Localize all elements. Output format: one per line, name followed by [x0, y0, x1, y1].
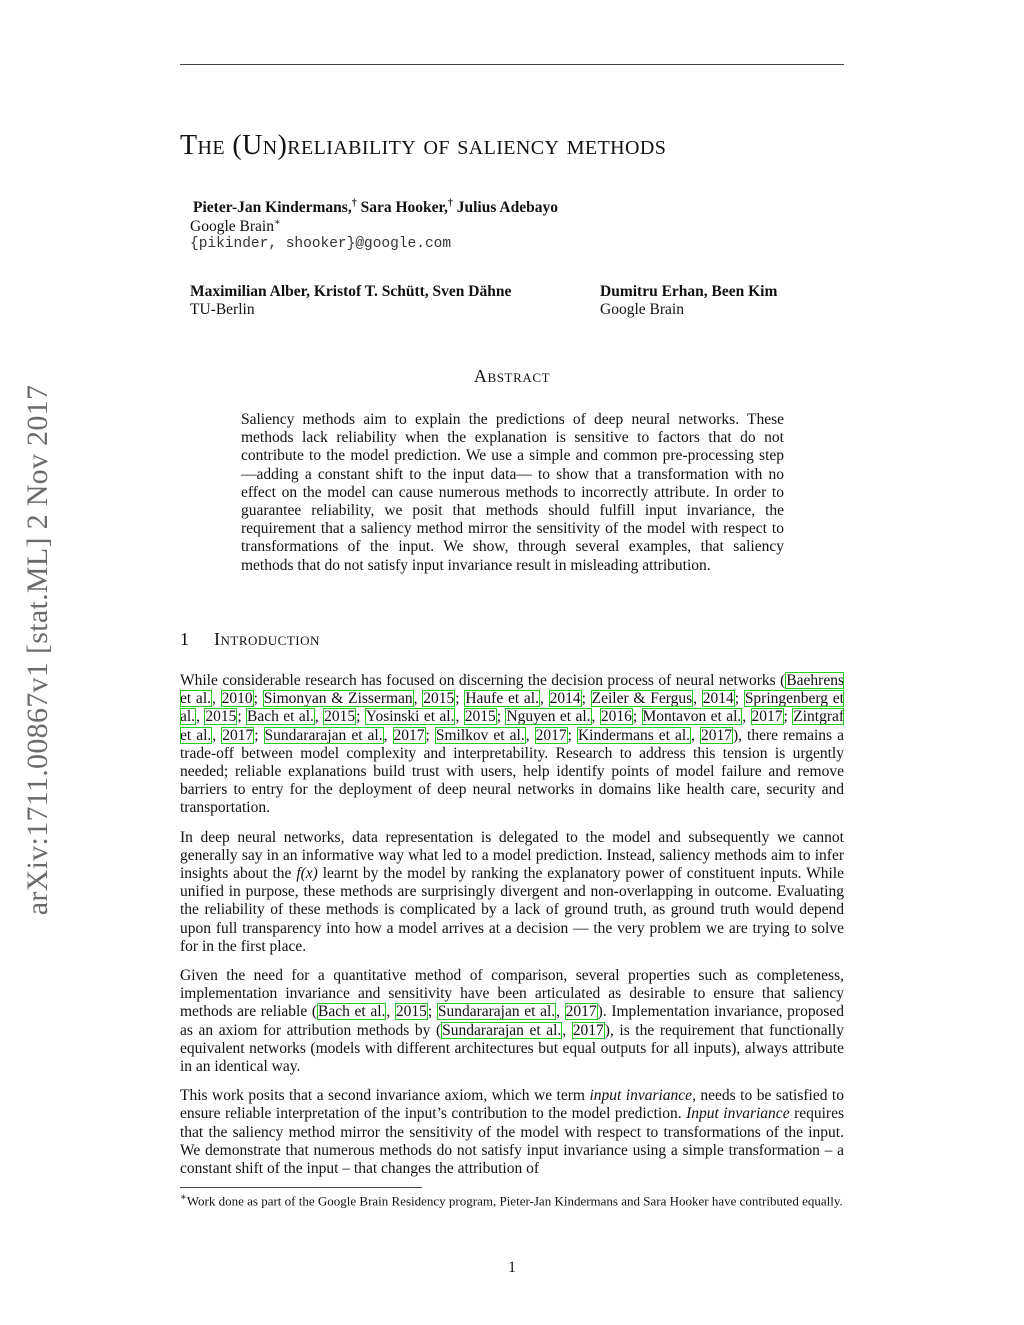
author-line-1	[193, 198, 558, 217]
section-heading	[180, 629, 320, 650]
citation-link[interactable]: 2017	[393, 726, 425, 744]
citation-link[interactable]: Nguyen et al.	[506, 708, 591, 726]
p4-b: , needs to be satisfied to ensure reliable interpretation of the input’s contribution to the model prediction.	[180, 1087, 844, 1123]
p1-lead: While considerable research has focused on discerning the decision process of neural networks (	[180, 672, 786, 689]
p2-a: In deep neural networks, data representation is delegated to the model and subsequently we cannot generally say in an informative way what led to a model prediction. Instead, saliency methods aim to infer insights about the	[180, 828, 844, 883]
citation-link[interactable]: Bach et al.	[247, 708, 314, 726]
citation-link[interactable]: 2015	[205, 708, 237, 726]
author-line-2: Maximilian Alber, Kristof T. Schütt, Sven Dähne	[190, 283, 512, 300]
citation-link[interactable]: 2010	[221, 690, 253, 708]
p3-b: ). Implementation invariance, proposed as an axiom for attribution methods by (	[180, 1003, 844, 1039]
footnote-mark: ∗	[180, 1192, 187, 1203]
footnote-rule	[180, 1187, 422, 1188]
p4-a: This work posits that a second invariance axiom, which we term	[180, 1087, 590, 1105]
footnote	[180, 1190, 844, 1209]
citation-link[interactable]: Bach et al.	[318, 1003, 386, 1021]
author-line-3: Dumitru Erhan, Been Kim	[600, 283, 778, 300]
author-kindermans: Pieter-Jan Kindermans,	[193, 199, 352, 217]
dagger-mark: †	[351, 198, 357, 209]
citation-link[interactable]: Simonyan & Zisserman	[263, 690, 413, 708]
author-hooker: Sara Hooker,	[360, 199, 448, 217]
section-body	[180, 672, 844, 1189]
citation-link[interactable]: Haufe et al.	[465, 690, 539, 708]
author-adebayo: Julius Adebayo	[456, 199, 558, 217]
citation-link[interactable]: Yosinski et al.	[365, 708, 455, 726]
term-input-invariance: Input invariance	[686, 1105, 790, 1123]
citation-link[interactable]: 2017	[700, 726, 732, 744]
title-prefix: The (Un)	[180, 130, 288, 161]
arxiv-sidebar-stamp	[8, 350, 68, 950]
footnote-text: Work done as part of the Google Brain Residency program, Pieter-Jan Kindermans and Sara Hooker have contributed equally.	[186, 1193, 843, 1209]
citation-link[interactable]: 2015	[464, 708, 496, 726]
affiliation-text: Google Brain	[190, 218, 274, 236]
abstract-text: Saliency methods aim to explain the predictions of deep neural networks. These methods lack reliability when the explanation is sensitive to factors that do not contribute to the model prediction. We use a simple and common pre-processing step —adding a constant shift to the input data— to show that a transformation with no effect on the model can cause numerous methods to incorrectly attribute. In order to guarantee reliability, we posit that methods should fulfill input invariance, the requirement that a saliency method mirror the sensitivity of the model with respect to transformations of the input. We show, through several examples, that saliency methods that do not satisfy input invariance result in misleading attribution.	[241, 411, 784, 574]
citation-link[interactable]: 2016	[600, 708, 632, 726]
citation-link[interactable]: Zeiler & Fergus	[591, 690, 693, 708]
citation-link[interactable]: 2015	[324, 708, 356, 726]
citation-link[interactable]: Sundararajan et al.	[437, 1003, 556, 1021]
paragraph-3: Given the need for a quantitative method of comparison, several properties such as completeness, implementation invariance and sensitivity have been articulated as desirable to ensure that saliency methods are reliable (Bach et al., 2015; Sundararajan et al., 2017). Implementation invariance, proposed as an axiom for attribution methods by (Sundararajan et al., 2017), is the requirement that functionally equivalent networks (models with different architectures but equal outputs for all inputs), always attribute in an identical way.	[180, 967, 844, 1076]
citation-link[interactable]: 2017	[535, 726, 567, 744]
p1-tail: ), there remains a trade-off between model complexity and interpretability. Research to address this tension is urgently needed; reliable explanations build trust with users, help identify points of model failure and remove barriers to entry for the deployment of deep neural networks in domains like health care, security and transportation.	[180, 726, 845, 817]
affiliation-2: TU-Berlin	[190, 301, 255, 318]
arxiv-id-text: arXiv:1711.00867v1 [stat.ML] 2 Nov 2017	[21, 384, 54, 916]
citation-link[interactable]: 2015	[395, 1003, 427, 1021]
dagger-mark: †	[447, 198, 453, 209]
section-number: 1	[180, 629, 190, 649]
p3-c: ), is the requirement that functionally equivalent networks (models with different architectures but equal outputs for all inputs), always attribute in an identical way.	[180, 1021, 844, 1076]
paragraph-1: While considerable research has focused on discerning the decision process of neural networks (Baehrens et al., 2010; Simonyan & Zisserman, 2015; Haufe et al., 2014; Zeiler & Fergus, 2014; Springenberg et al., 2015; Bach et al., 2015; Yosinski et al., 2015; Nguyen et al., 2016; Montavon et al., 2017; Zintgraf et al., 2017; Sundararajan et al., 2017; Smilkov et al., 2017; Kindermans et al., 2017), there remains a trade-off between model complexity and interpretability. Research to address this tension is urgently needed; reliable explanations build trust with users, help identify points of model failure and remove barriers to entry for the deployment of deep neural networks in domains like health care, security and transportation.	[180, 672, 845, 817]
author-email: {pikinder, shooker}@google.com	[190, 236, 452, 252]
citation-link[interactable]: 2014	[702, 690, 734, 708]
paragraph-2	[180, 829, 844, 956]
footnote-mark: ∗	[273, 217, 281, 228]
citation-link[interactable]: 2015	[423, 690, 455, 708]
citation-link[interactable]: Baehrens et al.	[180, 672, 844, 708]
affiliation-1	[190, 217, 281, 236]
citation-link[interactable]: Zintgraf et al.	[180, 708, 845, 744]
citation-link[interactable]: 2017	[565, 1003, 597, 1021]
abstract-heading: Abstract	[473, 366, 551, 386]
citation-link[interactable]: Sundararajan et al.	[264, 726, 383, 744]
page-number: 1	[508, 1259, 516, 1276]
citation-link[interactable]: 2017	[751, 708, 783, 726]
term-input-invariance: input invariance	[589, 1087, 693, 1105]
top-rule	[180, 64, 844, 65]
citation-link[interactable]: 2017	[572, 1021, 604, 1039]
math-fx: f(x)	[296, 865, 318, 883]
section-title: Introduction	[214, 629, 320, 649]
p2-b: learnt by the model by ranking the explanatory power of constituent inputs. While unified in purpose, these methods are surprisingly divergent and non-overlapping in outcome. Evaluating the reliability of these methods is complicated by a lack of ground truth, as ground truth would depend upon full transparency into how a model arrives at a decision — the very problem we are trying to solve for in the first place.	[180, 865, 844, 955]
title-rest: reliability of saliency methods	[287, 130, 667, 161]
citation-link[interactable]: Smilkov et al.	[435, 726, 525, 744]
affiliation-3: Google Brain	[600, 301, 684, 318]
p4-c: requires that the saliency method mirror the sensitivity of the model with respect to transformations of the input. We demonstrate that numerous methods do not satisfy input invariance using a simple transformation – a constant shift of the input – that changes the attribution of	[180, 1105, 844, 1178]
paragraph-4	[180, 1087, 844, 1178]
p3-a: Given the need for a quantitative method of comparison, several properties such as completeness, implementation invariance and sensitivity have been articulated as desirable to ensure that saliency methods are reliable (	[180, 967, 844, 1021]
paper-title	[180, 126, 844, 166]
citation-link[interactable]: Kindermans et al.	[577, 726, 691, 744]
citation-link[interactable]: 2017	[222, 726, 254, 744]
citation-link[interactable]: Springenberg et al.	[180, 690, 844, 726]
citation-link[interactable]: Sundararajan et al.	[442, 1021, 562, 1039]
citation-link[interactable]: 2014	[549, 690, 581, 708]
citation-link[interactable]: Montavon et al.	[642, 708, 742, 726]
